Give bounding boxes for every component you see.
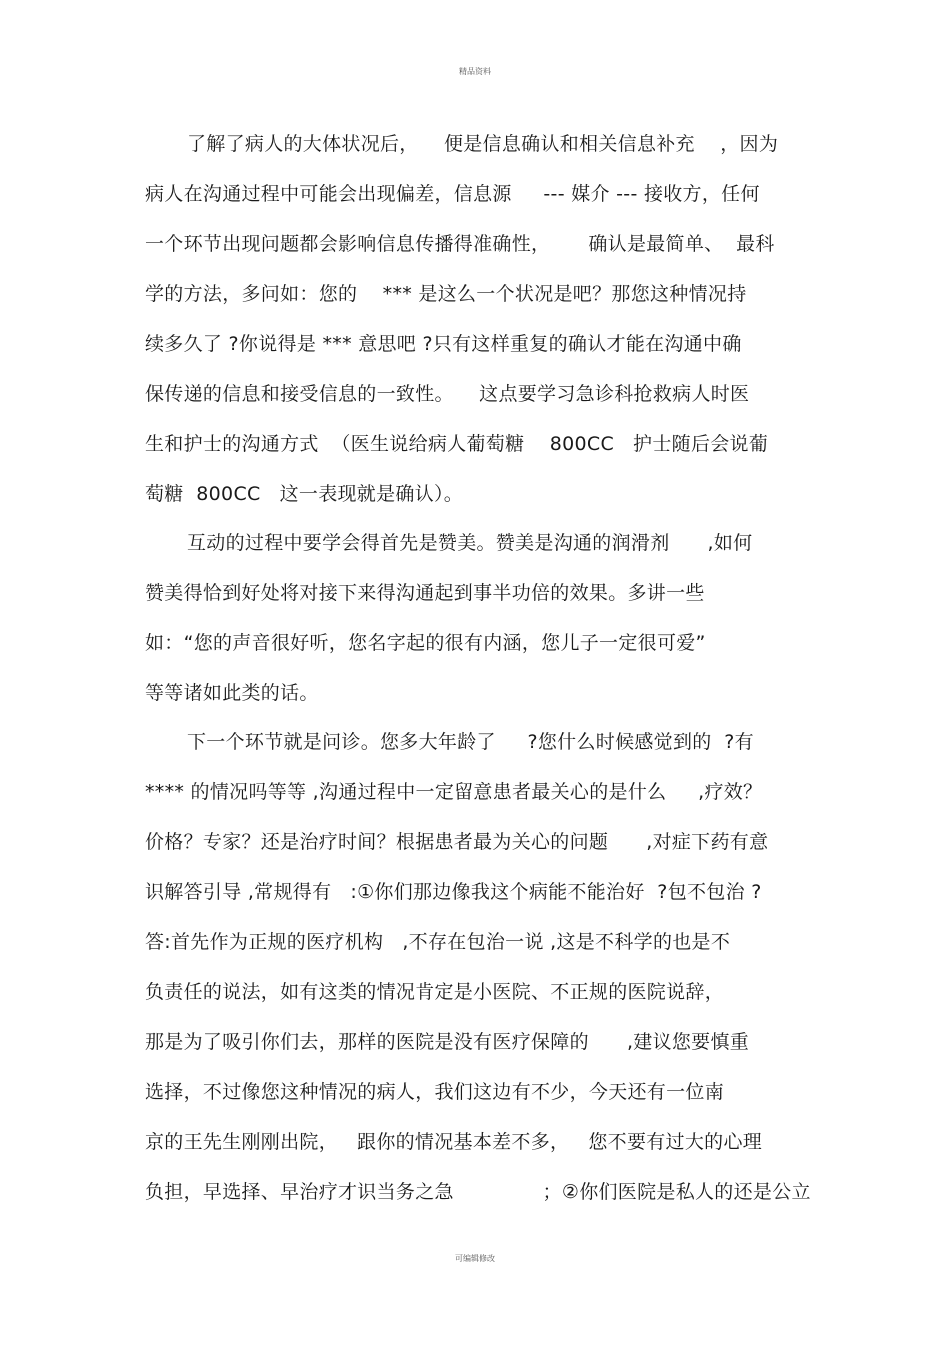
page-header: 精品资料 <box>459 67 491 76</box>
text-line: 等等诸如此类的话。 <box>145 682 319 704</box>
text-line: 选择，不过像您这种情况的病人，我们这边有不少，今天还有一位南 <box>145 1081 725 1103</box>
text-line: 生和护士的沟通方式 （医生说给病人葡萄糖 800CC 护士随后会说葡 <box>145 433 769 455</box>
text-line: 保传递的信息和接受信息的一致性。 这点要学习急诊科抢救病人时医 <box>145 383 750 405</box>
text-line: 负担，早选择、早治疗才识当务之急 ；②你们医院是私人的还是公立 <box>145 1181 811 1203</box>
text-line: 京的王先生刚刚出院， 跟你的情况基本差不多， 您不要有过大的心理 <box>145 1131 763 1153</box>
text-line: 病人在沟通过程中可能会出现偏差，信息源 --- 媒介 --- 接收方，任何 <box>145 183 760 205</box>
text-line: 如：“您的声音很好听，您名字起的很有内涵，您儿子一定很可爱” <box>145 632 706 654</box>
text-line: 学的方法，多问如：您的 *** 是这么一个状况是吧？那您这种情况持 <box>145 283 747 305</box>
page-footer: 可编辑修改 <box>455 1254 495 1263</box>
text-line: **** 的情况吗等等 ,沟通过程中一定留意患者最关心的是什么 ,疗效？ <box>145 781 763 803</box>
text-line: 萄糖 800CC 这一表现就是确认）。 <box>145 483 464 505</box>
text-line: 价格？专家？还是治疗时间？根据患者最为关心的问题 ,对症下药有意 <box>145 831 769 853</box>
text-line: 续多久了 ?你说得是 *** 意思吧 ?只有这样重复的确认才能在沟通中确 <box>145 333 742 355</box>
text-line: 负责任的说法，如有这类的情况肯定是小医院、不正规的医院说辞， <box>145 981 725 1003</box>
text-line: 答:首先作为正规的医疗机构 ,不存在包治一说 ,这是不科学的也是不 <box>145 931 731 953</box>
text-line: 赞美得恰到好处将对接下来得沟通起到事半功倍的效果。多讲一些 <box>145 582 705 604</box>
text-line: 互动的过程中要学会得首先是赞美。赞美是沟通的润滑剂 ,如何 <box>187 532 753 554</box>
text-line: 下一个环节就是问诊。您多大年龄了 ?您什么时候感觉到的 ?有 <box>187 731 754 753</box>
text-line: 一个环节出现问题都会影响信息传播得准确性， 确认是最简单、 最科 <box>145 233 775 255</box>
text-line: 那是为了吸引你们去，那样的医院是没有医疗保障的 ,建议您要慎重 <box>145 1031 750 1053</box>
text-line: 识解答引导 ,常规得有 :①你们那边像我这个病能不能治好 ?包不包治 ? <box>145 881 762 903</box>
text-line: 了解了病人的大体状况后， 便是信息确认和相关信息补充 ，因为 <box>187 133 779 155</box>
